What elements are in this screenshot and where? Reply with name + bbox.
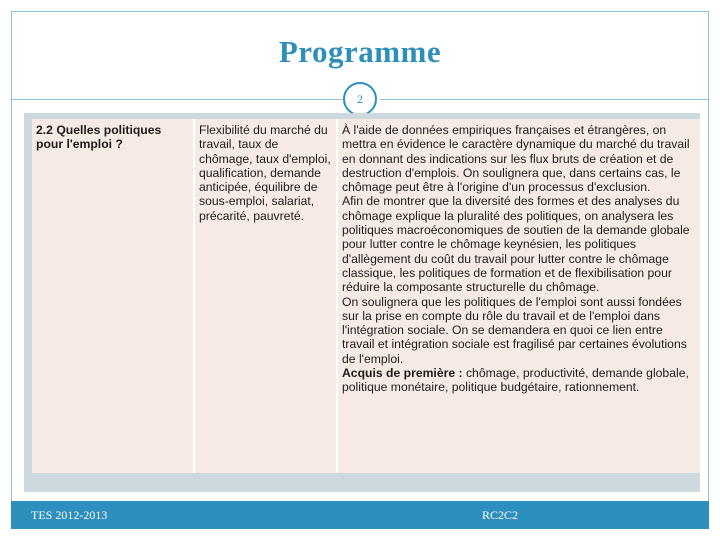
acquis-label: Acquis de première : — [342, 366, 463, 381]
programme-table — [32, 119, 700, 473]
indications-paragraph-2: Afin de montrer que la diversité des formes et des analyses du chômage explique la pluralité des politiques, on analysera les politiques macroéconomiques de soutien de la demande globale pour lutter contre le chômage keynésien, les politiques d'allègement du coût du travail pour lutter contre le chômage classique, les politiques de formation et de flexibilisation pour réduire la composante structurelle du chômage. — [342, 194, 690, 295]
indications-paragraph-1: À l'aide de données empiriques françaises et étrangères, on mettra en évidence le caractère dynamique du marché du travail en donnant des indications sur les flux bruts de création et de destruction d'emplois. On soulignera que, dans certains cas, le chômage peut être à l'origine d'un processus d'exclusion. — [342, 123, 690, 195]
footer-course-label: TES 2012-2013 — [31, 508, 108, 522]
theme-cell: 2.2 Quelles politiques pour l'emploi ? — [32, 119, 194, 473]
indications-paragraph-3: On soulignera que les politiques de l'emploi sont aussi fondées sur la prise en compte du rôle du travail et de l'emploi dans l'intégration sociale. On se demandera en quoi ce lien entre travail et intégration sociale est fragilisé par certaines évolutions de l'emploi. — [342, 294, 687, 366]
title-divider-left — [11, 99, 343, 100]
table-row — [32, 119, 700, 473]
footer-bar — [11, 501, 709, 529]
acquis-text: chômage, productivité, demande globale, politique monétaire, politique budgétaire, rationnement. — [342, 366, 689, 395]
footer-code-label: RC2C2 — [482, 508, 519, 522]
title-divider-right — [380, 99, 709, 100]
slide-title: Programme — [278, 34, 442, 69]
notions-cell: Flexibilité du marché du travail, taux de chômage, taux d'emploi, qualification, demande anticipée, équilibre de sous-emploi, salariat, précarité, pauvreté. — [194, 119, 337, 473]
acquis-paragraph — [342, 366, 695, 395]
page-number-badge: 2 — [343, 82, 377, 116]
indications-cell — [337, 119, 700, 473]
